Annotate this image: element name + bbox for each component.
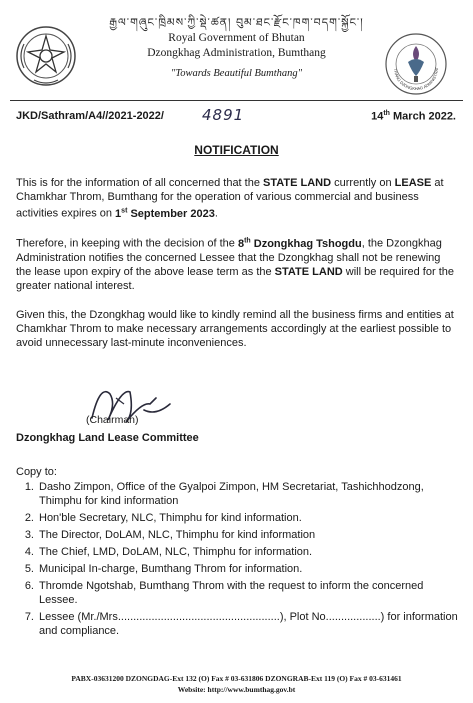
list-item: 1. Dasho Zimpon, Office of the Gyalpoi Zimpon, HM Secretariat, Tashichhodzong, Thimphu for kind information [24,481,424,507]
footer-contact [0,673,473,695]
motto: "Towards Beautiful Bumthang" [170,68,303,79]
committee-name: Dzongkhag Land Lease Committee [16,432,199,444]
letter-date: 14th March 2022. [371,110,456,123]
reference-line [16,108,456,128]
footer-phone-line: PABX-03631200 DZONGDAG-Ext 132 (O) Fax # 03-631806 DZONGRAB-Ext 119 (O) Fax # 03-631461 [71,674,402,683]
list-item: 7. Lessee (Mr./Mrs.....................................................), Plot No..................) for information and compliance. [24,611,458,637]
list-item: 5. Municipal In-charge, Bumthang Throm for information. [24,563,303,575]
handwritten-number: 4891 [202,106,245,124]
org-name-line2: Dzongkhag Administration, Bumthang [147,47,326,59]
notification-title: NOTIFICATION [194,143,279,157]
list-item: 6. Thromde Ngotshab, Bumthang Throm with the request to inform the concerned Lessee. [24,580,424,606]
letterhead [0,6,473,98]
reference-number: JKD/Sathram/A4//2021-2022/ [16,110,164,122]
paragraph-tshogdu-decision: Therefore, in keeping with the decision of the 8th Dzongkhag Tshogdu, the Dzongkhag Administration notifies the concerned Lessee that the Dzongkhag shall not be renewing the lease upon expiry of the above lease term as the STATE LAND will be required for the greater national interest. [16,237,454,292]
dzongkhag-seal-icon [384,32,448,96]
seal-ring-text: THANG DZONGKHAG ADMINISTRAT [392,66,440,92]
copy-to-list [16,480,462,641]
list-item: 3. The Director, DoLAM, NLC, Thimphu for kind information [24,529,316,541]
org-name-line1: Royal Government of Bhutan [168,32,305,44]
copy-to-label: Copy to: [16,466,57,478]
chairman-label: (Chairman) [86,414,139,426]
list-item: 2. Hon'ble Secretary, NLC, Thimphu for kind information. [24,512,302,524]
dzongkha-heading: རྒྱལ་གཞུང་ཁྲིམས་ཀྱི་སྡེ་ཚན། བུམ་ཐང་རྫོང་ཁག་བདག་སྐྱོང་། [109,16,364,29]
header-divider [10,100,463,101]
list-item: 4. The Chief, LMD, DoLAM, NLC, Thimphu for information. [24,546,313,558]
paragraph-reminder: Given this, the Dzongkhag would like to kindly remind all the business firms and entities at Chamkhar Throm to make necessary arrangements accordingly at the earliest possible to avoid unnecessary last-minute inconveniences. [16,309,454,349]
paragraph-state-land-lease: This is for the information of all concerned that the STATE LAND currently on LEASE at Chamkhar Throm, Bumthang for the operation of various commercial and business activities expires on 1st September 2023. [16,177,444,220]
footer-website-line: Website: http://www.bumthag.gov.bt [177,685,296,694]
